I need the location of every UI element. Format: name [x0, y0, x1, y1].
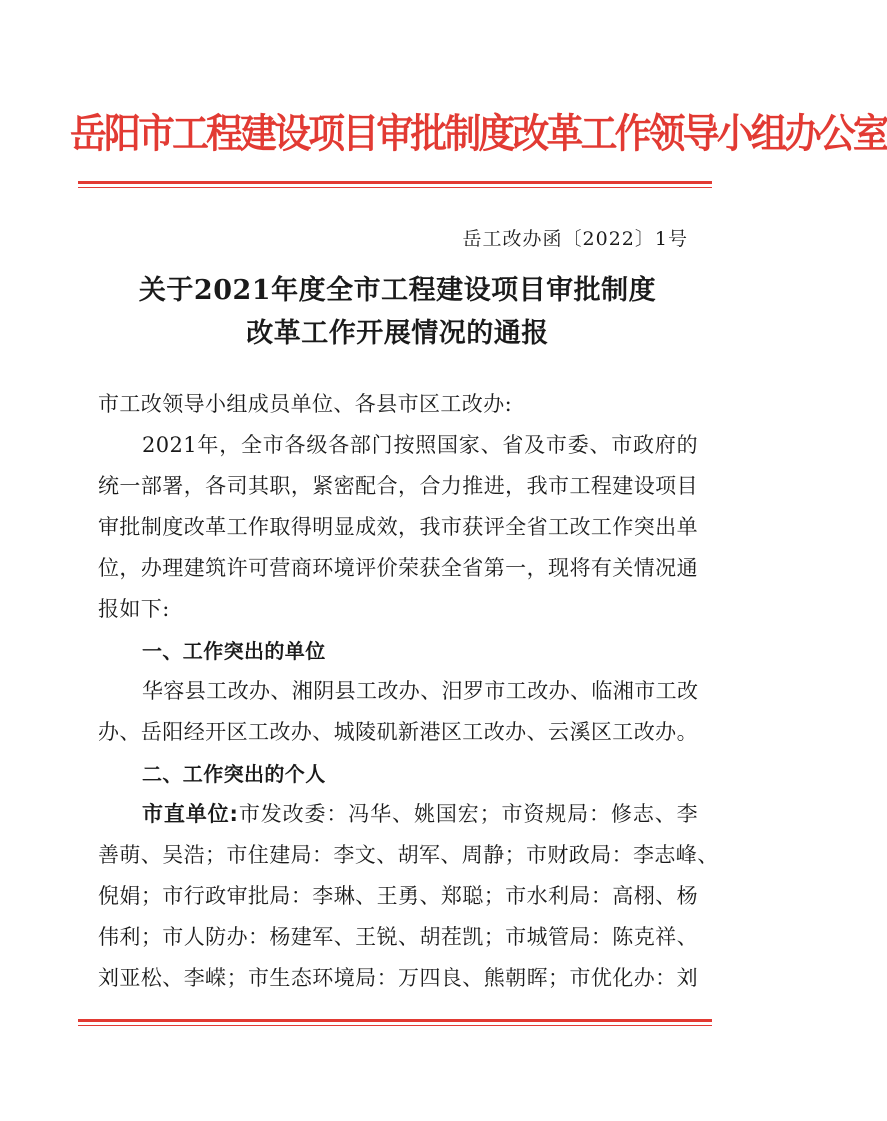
individuals-line: 伟利；市人防办：杨建军、王锐、胡茬凯；市城管局：陈克祥、 [98, 925, 698, 949]
document-title-line-1: 关于2021年度全市工程建设项目审批制度 [138, 275, 657, 306]
red-rule-thick [78, 181, 712, 184]
red-rule-thin [78, 1025, 712, 1026]
footer-red-rule [78, 1019, 712, 1026]
intro-line: 位，办理建筑许可营商环境评价荣获全省第一，现将有关情况通 [98, 556, 698, 580]
individuals-line: 倪娟；市行政审批局：李琳、王勇、郑聪；市水利局：高栩、杨 [98, 884, 698, 908]
salutation: 市工改领导小组成员单位、各县市区工改办: [98, 392, 513, 416]
individuals-line: 善萌、吴浩；市住建局：李文、胡军、周静；市财政局：李志峰、 [98, 843, 719, 867]
intro-line: 2021年，全市各级各部门按照国家、省及市委、市政府的 [142, 433, 698, 457]
intro-line: 报如下: [98, 597, 170, 621]
individuals-line-first [98, 800, 698, 828]
units-line: 办、岳阳经开区工改办、城陵矶新港区工改办、云溪区工改办。 [98, 720, 698, 744]
letterhead-title: 岳阳市工程建设项目审批制度改革工作领导小组办公室 [70, 110, 887, 157]
intro-line: 审批制度改革工作取得明显成效，我市获评全省工改工作突出单 [98, 515, 698, 539]
units-line: 华容县工改办、湘阴县工改办、汨罗市工改办、临湘市工改 [142, 679, 699, 703]
individuals-line: 刘亚松、李嵘；市生态环境局：万四良、熊朝晖；市优化办：刘 [98, 966, 698, 990]
red-rule-thick [78, 1019, 712, 1022]
section-heading-units: 一、工作突出的单位 [142, 639, 326, 663]
red-rule-thin [78, 187, 712, 188]
individuals-line-rest: 市发改委：冯华、姚国宏；市资规局：修志、李 [238, 802, 698, 826]
city-units-label: 市直单位: [142, 802, 239, 826]
intro-line: 统一部署，各司其职，紧密配合，合力推进，我市工程建设项目 [98, 474, 698, 498]
document-title-line-2: 改革工作开展情况的通报 [246, 318, 549, 349]
letterhead-red-rule [78, 181, 712, 188]
section-heading-individuals: 二、工作突出的个人 [142, 762, 326, 786]
document-number: 岳工改办函〔2022〕1号 [462, 228, 688, 250]
